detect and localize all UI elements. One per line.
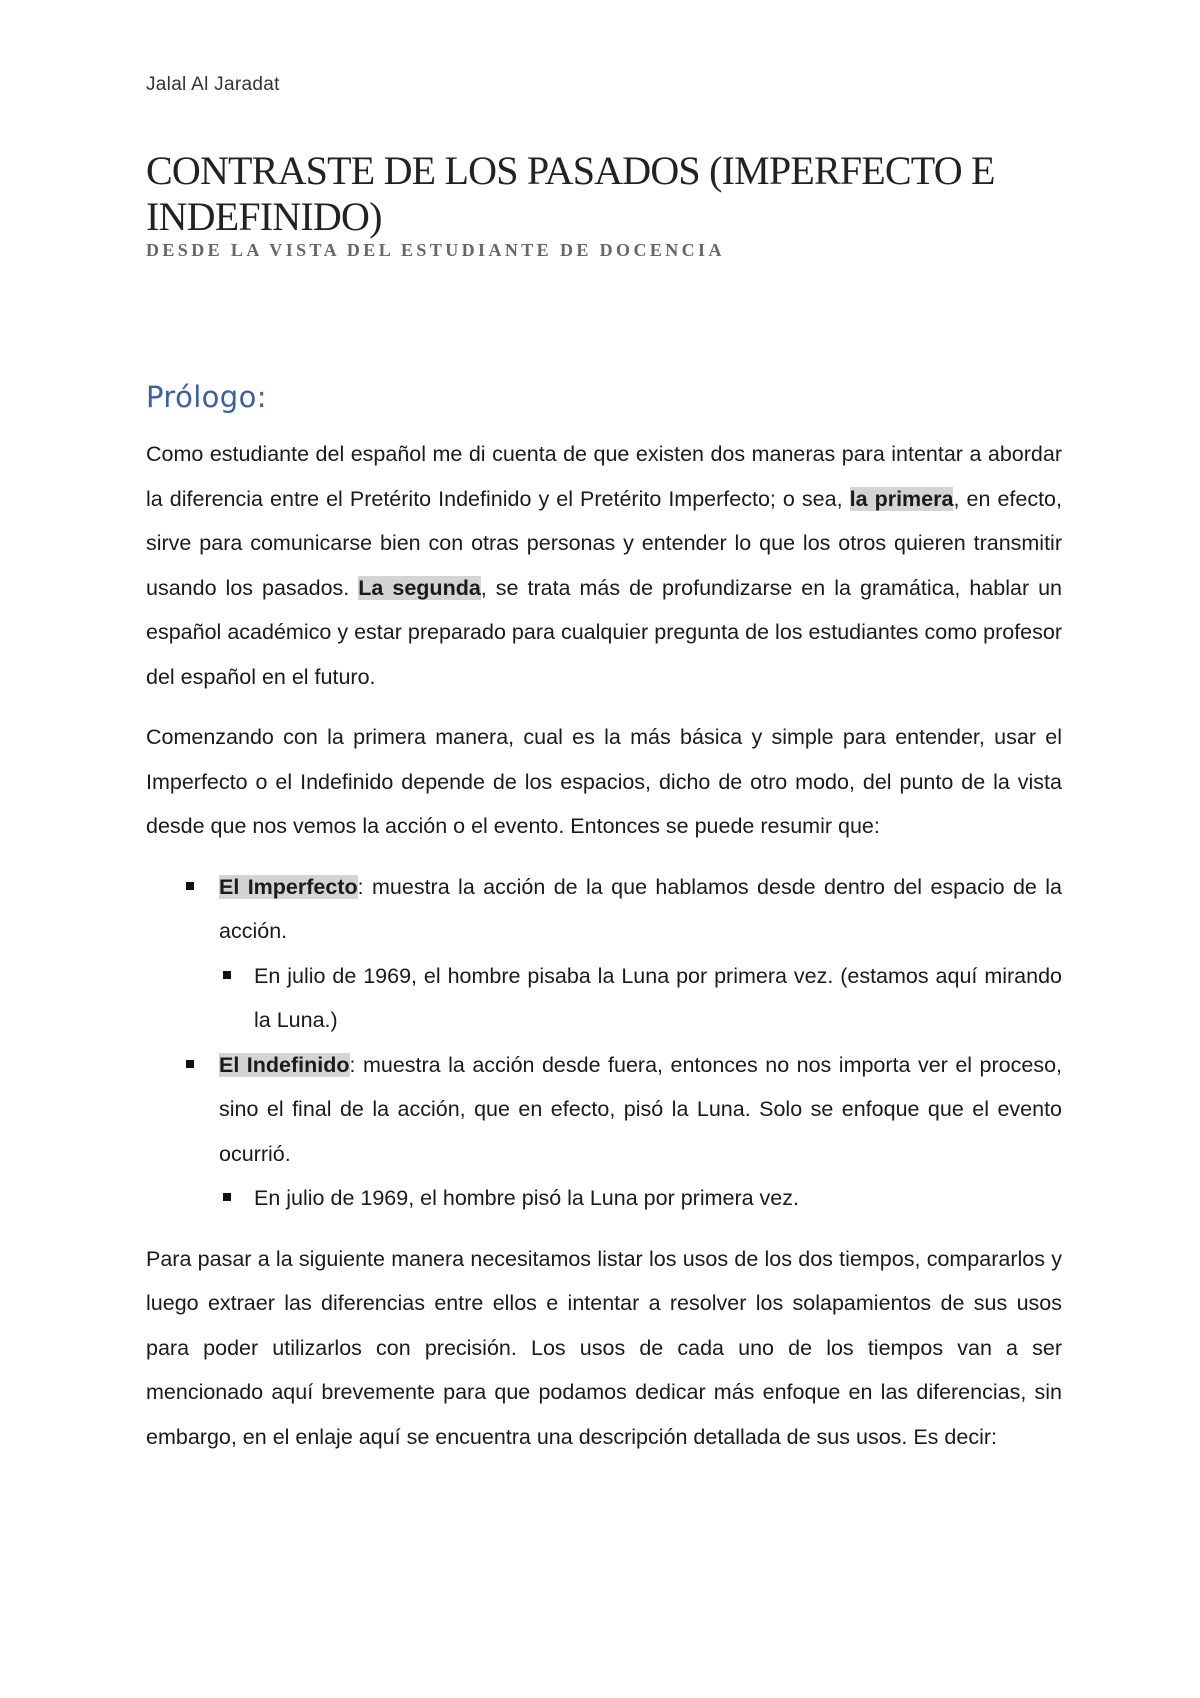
paragraph-intro-text-b: , en efecto, sirve para comunicarse bien con otras personas y entender lo que los otros quieren transmitir usando los pasados. <box>146 486 1062 600</box>
paragraph-siguiente-manera: Para pasar a la siguiente manera necesitamos listar los usos de los dos tiempos, compararlos y luego extraer las diferencias entre ellos e intentar a resolver los solapamientos de sus usos para poder utilizarlos con precisión. Los usos de cada uno de los tiempos van a ser mencionado aquí brevemente para que podamos dedicar más enfoque en las diferencias, sin embargo, en el enlaje aquí se encuentra una descripción detallada de sus usos. Es decir: <box>146 1246 1062 1449</box>
author-header: Jalal Al Jaradat <box>146 74 280 95</box>
paragraph-intro-text-a: Como estudiante del español me di cuenta de que existen dos maneras para intentar a abordar la diferencia entre el Pretérito Indefinido y el Pretérito Imperfecto; o sea, <box>146 442 1062 511</box>
section-heading: Prólogo: <box>146 380 267 414</box>
square-bullet-icon <box>186 882 194 890</box>
example-imperfecto <box>219 954 1062 1043</box>
bullet-imperfecto-text: : muestra la acción de la que hablamos desde dentro del espacio de la acción. <box>219 874 1062 943</box>
paragraph-primera-manera: Comenzando con la primera manera, cual es la más básica y simple para entender, usar el Imperfecto o el Indefinido depende de los espacios, dicho de otro modo, del punto de la vista desde que nos vemos la acción o el evento. Entonces se puede resumir que: <box>146 725 1062 838</box>
term-imperfecto: El Imperfecto <box>219 874 358 899</box>
sub-bullet-list <box>219 954 1062 1043</box>
sub-bullet-list <box>219 1176 1062 1221</box>
paragraph-intro-text-c: , se trata más de profundizarse en la gramática, hablar un español académico y estar preparado para cualquier pregunta de los estudiantes como profesor del español en el futuro. <box>146 575 1063 689</box>
term-indefinido: El Indefinido <box>219 1052 350 1077</box>
bullet-indefinido-text: : muestra la acción desde fuera, entonces no nos importa ver el proceso, sino el final de la acción, que en efecto, pisó la Luna. Solo se enfoque que el evento ocurrió. <box>219 1052 1062 1166</box>
example-indefinido-text: En julio de 1969, el hombre pisó la Luna por primera vez. <box>254 1186 799 1210</box>
square-bullet-icon <box>223 1193 231 1201</box>
bullet-imperfecto <box>146 865 1062 1043</box>
document-subtitle: DESDE LA VISTA DEL ESTUDIANTE DE DOCENCIA <box>146 240 725 260</box>
highlight-la-segunda: La segunda <box>358 575 481 600</box>
square-bullet-icon <box>186 1060 194 1068</box>
example-imperfecto-text: En julio de 1969, el hombre pisaba la Luna por primera vez. (estamos aquí mirando la Luna.) <box>254 963 1062 1032</box>
square-bullet-icon <box>223 971 231 979</box>
document-title: CONTRASTE DE LOS PASADOS (IMPERFECTO E INDEFINIDO) <box>146 148 995 239</box>
tense-bullet-list <box>146 865 1062 1221</box>
highlight-la-primera: la primera <box>849 486 954 511</box>
example-indefinido <box>219 1176 1062 1221</box>
paragraph-intro <box>146 432 1062 699</box>
document-body <box>146 432 1062 1475</box>
bullet-indefinido <box>146 1043 1062 1221</box>
